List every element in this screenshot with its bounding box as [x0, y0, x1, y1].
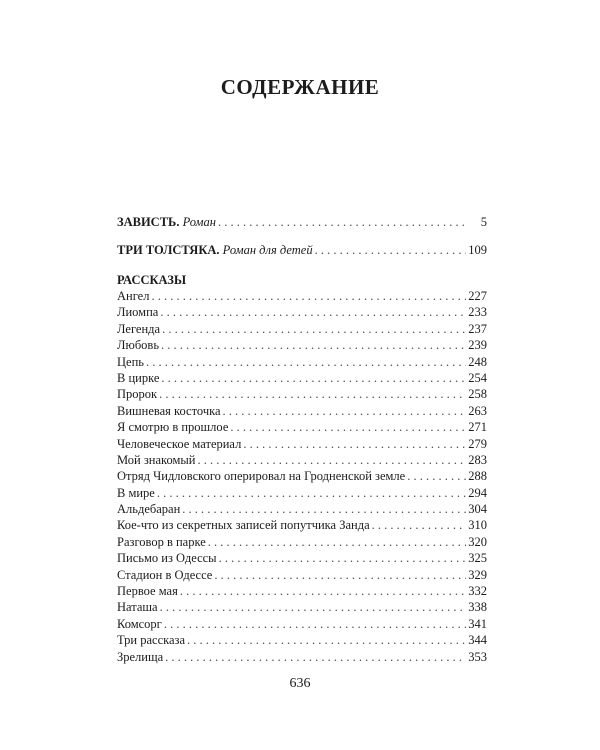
entry-title: Стадион в Одессе	[117, 567, 213, 582]
page-title: СОДЕРЖАНИЕ	[220, 75, 380, 99]
dot-leader	[161, 337, 466, 353]
page-number: 227	[468, 289, 487, 303]
entry-title: Наташа	[117, 600, 158, 615]
dot-leader	[159, 386, 466, 402]
toc-entry	[117, 337, 487, 353]
toc-entry	[117, 534, 487, 550]
dot-leader	[198, 452, 467, 468]
entry-title: Первое мая	[117, 584, 178, 599]
entry-title: Любовь	[117, 338, 160, 353]
entry-title: В мире	[117, 485, 155, 500]
stories-list	[117, 288, 487, 665]
dot-leader	[157, 485, 466, 501]
entry-title: Три рассказа	[117, 633, 186, 648]
toc-entry	[117, 370, 487, 386]
page-number: 237	[468, 321, 487, 336]
dot-leader	[160, 599, 467, 615]
entry-title: Альдебаран	[117, 502, 181, 517]
dot-leader	[219, 550, 467, 566]
toc-entry	[117, 321, 487, 337]
toc-major-entries	[117, 214, 487, 258]
toc-entry	[117, 599, 487, 615]
page-number: 283	[468, 452, 487, 467]
toc-entry	[117, 403, 487, 419]
entry-title: Ангел	[117, 289, 150, 303]
dot-leader	[315, 242, 467, 258]
page-number: 341	[468, 616, 487, 631]
entry-title: Мой знакомый	[117, 452, 196, 467]
entry-title: Разговор в парке	[117, 534, 206, 549]
page-number-footer: 636	[289, 676, 311, 691]
entry-title: Кое-что из секретных записей попутчика Занда	[117, 518, 370, 533]
page-number: 239	[468, 338, 487, 353]
entry-title: ТРИ ТОЛСТЯКА.	[117, 243, 220, 257]
dot-leader	[187, 632, 466, 648]
page-number: 233	[468, 305, 487, 320]
dot-leader	[160, 304, 466, 320]
page-number: 271	[468, 420, 487, 435]
entry-title: Лиомпа	[117, 305, 159, 320]
dot-leader	[243, 436, 466, 452]
toc-entry	[117, 242, 487, 258]
dot-leader	[218, 214, 467, 230]
page-number: 254	[468, 370, 487, 385]
page-number: 248	[468, 354, 487, 369]
page-number: 304	[468, 502, 487, 517]
page-number: 353	[468, 649, 487, 664]
entry-title: Вишневая косточка	[117, 403, 221, 418]
entry-title: Письмо из Одессы	[117, 551, 217, 566]
entry-title: Цепь	[117, 354, 144, 369]
entry-subtitle: Роман для детей	[222, 243, 313, 257]
entry-title: В цирке	[117, 370, 160, 385]
entry-title: Комсорг	[117, 616, 162, 631]
dot-leader	[223, 403, 467, 419]
entry-title: ЗАВИСТЬ.	[117, 215, 180, 229]
dot-leader	[182, 501, 466, 517]
page-number: 332	[468, 584, 487, 599]
entry-subtitle: Роман	[182, 215, 216, 229]
entry-title: Я смотрю в прошлое	[117, 420, 229, 435]
dot-leader	[230, 419, 466, 435]
toc-entry	[117, 485, 487, 501]
entry-title: Отряд Чидловского оперировал на Гродненской земле	[117, 469, 406, 484]
toc-entry	[117, 616, 487, 632]
entry-title: Человеческое материал	[117, 436, 242, 451]
toc-entry	[117, 436, 487, 452]
toc-entry	[117, 517, 487, 533]
toc-entry	[117, 288, 487, 304]
dot-leader	[180, 583, 466, 599]
entry-title: Легенда	[117, 321, 161, 336]
toc-entry	[117, 386, 487, 402]
toc-entry	[117, 583, 487, 599]
page-number: 279	[468, 436, 487, 451]
entry-title: Зрелища	[117, 649, 164, 664]
toc-entry	[117, 214, 487, 230]
dot-leader	[151, 288, 466, 304]
page-number: 258	[468, 387, 487, 402]
page-number: 325	[468, 551, 487, 566]
entry-title: Пророк	[117, 387, 158, 402]
dot-leader	[162, 321, 466, 337]
toc-entry	[117, 468, 487, 484]
dot-leader	[161, 370, 466, 386]
page-number: 5	[480, 215, 487, 229]
toc-entry	[117, 567, 487, 583]
page-number: 338	[468, 600, 487, 615]
dot-leader	[164, 616, 466, 632]
toc-stories-section	[117, 272, 487, 665]
toc-entry	[117, 632, 487, 648]
dot-leader	[208, 534, 466, 550]
dot-leader	[407, 468, 466, 484]
page-number: 329	[468, 567, 487, 582]
dot-leader	[372, 517, 467, 533]
toc-entry	[117, 649, 487, 665]
toc-entry	[117, 452, 487, 468]
toc-entry	[117, 419, 487, 435]
page-number: 288	[468, 469, 487, 484]
page-number: 294	[468, 485, 487, 500]
dot-leader	[214, 567, 466, 583]
toc-entry	[117, 354, 487, 370]
toc-entry	[117, 501, 487, 517]
page-number: 263	[468, 403, 487, 418]
page-number: 310	[468, 518, 487, 533]
page-number: 344	[468, 633, 487, 648]
page-number: 109	[468, 243, 487, 257]
dot-leader	[165, 649, 466, 665]
dot-leader	[146, 354, 466, 370]
section-heading: РАССКАЗЫ	[117, 273, 187, 287]
toc-entry	[117, 304, 487, 320]
toc-entry	[117, 550, 487, 566]
page-number: 320	[468, 534, 487, 549]
